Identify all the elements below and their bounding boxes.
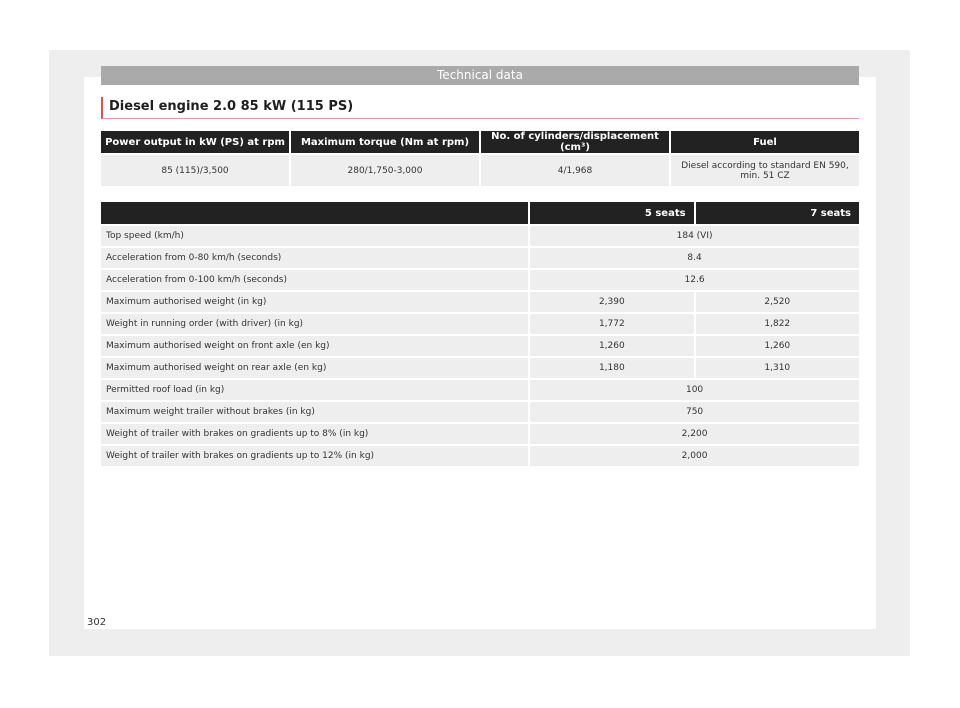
column-header-5-seats: 5 seats — [530, 202, 693, 224]
value-cell-merged: 8.4 — [530, 248, 859, 268]
row-label: Maximum authorised weight on rear axle (en kg) — [101, 358, 528, 378]
row-label: Weight of trailer with brakes on gradients up to 12% (in kg) — [101, 446, 528, 466]
table-row — [101, 270, 859, 290]
column-header — [101, 202, 528, 224]
column-header: No. of cylinders/displacement (cm³) — [481, 131, 669, 153]
table-row — [101, 336, 859, 356]
table-row — [101, 314, 859, 334]
table-row — [101, 380, 859, 400]
table-cell: 4/1,968 — [481, 155, 669, 186]
table-cell: 280/1,750-3,000 — [291, 155, 479, 186]
row-label: Acceleration from 0-80 km/h (seconds) — [101, 248, 528, 268]
value-cell-7-seats: 1,822 — [696, 314, 859, 334]
row-label: Weight in running order (with driver) (in kg) — [101, 314, 528, 334]
row-label: Maximum authorised weight (in kg) — [101, 292, 528, 312]
performance-table-header-row — [101, 202, 859, 224]
value-cell-5-seats: 1,260 — [530, 336, 693, 356]
table-row — [101, 424, 859, 444]
table-row — [101, 358, 859, 378]
row-label: Acceleration from 0-100 km/h (seconds) — [101, 270, 528, 290]
column-header: Power output in kW (PS) at rpm — [101, 131, 289, 153]
table-row — [101, 248, 859, 268]
table-cell: Diesel according to standard EN 590, min. 51 CZ — [671, 155, 859, 186]
page-number: 302 — [87, 617, 107, 628]
row-label: Maximum authorised weight on front axle (en kg) — [101, 336, 528, 356]
table-row — [101, 155, 859, 186]
value-cell-merged: 184 (VI) — [530, 226, 859, 246]
value-cell-7-seats: 2,520 — [696, 292, 859, 312]
column-header: Maximum torque (Nm at rpm) — [291, 131, 479, 153]
value-cell-7-seats: 1,310 — [696, 358, 859, 378]
row-label: Top speed (km/h) — [101, 226, 528, 246]
row-label: Permitted roof load (in kg) — [101, 380, 528, 400]
column-header-7-seats: 7 seats — [696, 202, 859, 224]
table-row — [101, 446, 859, 466]
value-cell-merged: 100 — [530, 380, 859, 400]
value-cell-merged: 2,200 — [530, 424, 859, 444]
table-row — [101, 226, 859, 246]
value-cell-7-seats: 1,260 — [696, 336, 859, 356]
chapter-header: Technical data — [101, 66, 859, 85]
table-row — [101, 292, 859, 312]
value-cell-5-seats: 2,390 — [530, 292, 693, 312]
performance-table-body — [101, 226, 859, 466]
value-cell-5-seats: 1,180 — [530, 358, 693, 378]
engine-table — [99, 129, 861, 188]
value-cell-merged: 2,000 — [530, 446, 859, 466]
value-cell-5-seats: 1,772 — [530, 314, 693, 334]
performance-table — [99, 200, 861, 468]
column-header: Fuel — [671, 131, 859, 153]
table-row — [101, 402, 859, 422]
row-label: Weight of trailer with brakes on gradients up to 8% (in kg) — [101, 424, 528, 444]
table-cell: 85 (115)/3,500 — [101, 155, 289, 186]
engine-table-header-row — [101, 131, 859, 153]
row-label: Maximum weight trailer without brakes (in kg) — [101, 402, 528, 422]
value-cell-merged: 12.6 — [530, 270, 859, 290]
value-cell-merged: 750 — [530, 402, 859, 422]
section-title: Diesel engine 2.0 85 kW (115 PS) — [101, 97, 859, 119]
